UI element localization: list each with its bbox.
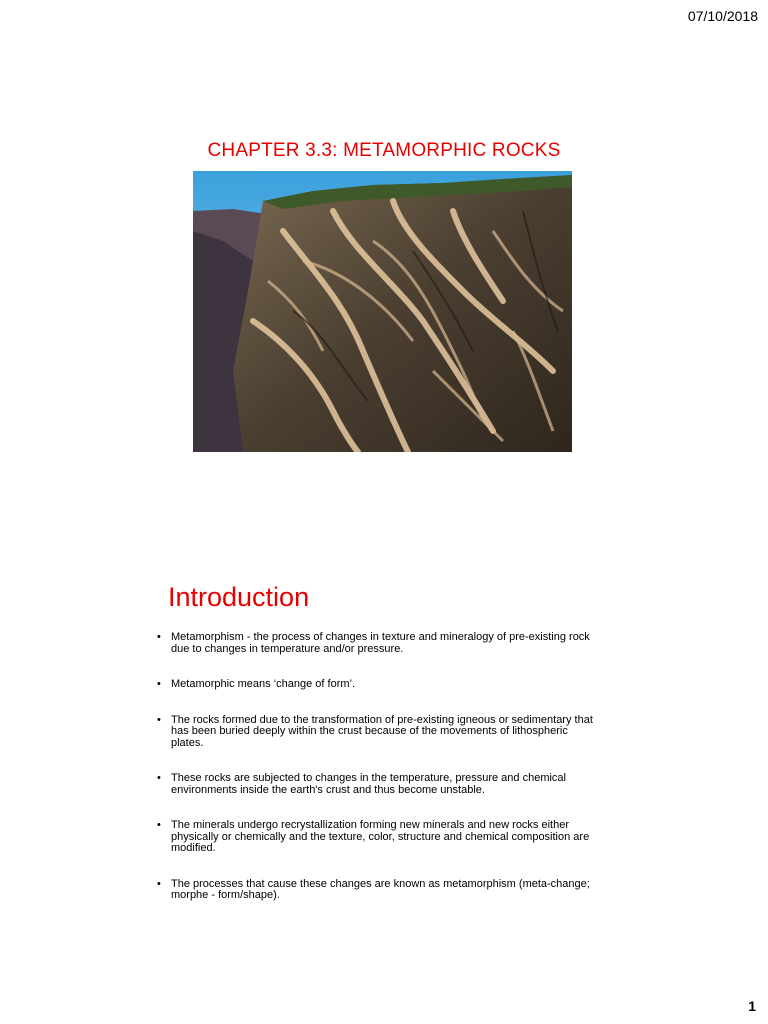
list-item: • The processes that cause these changes are known as metamorphism (meta-change; morphe - form/shape). [157, 877, 590, 901]
list-item: • The minerals undergo recrystallization forming new minerals and new rocks either physically or chemically and the texture, color, structure and chemical composition are modified. [157, 819, 590, 854]
bullet-icon: • [157, 877, 161, 890]
date-stamp: 07/10/2018 [687, 8, 758, 24]
list-item: • These rocks are subjected to changes in the temperature, pressure and chemical environments inside the earth's crust and thus become unstable. [157, 772, 566, 796]
bullet-icon: • [157, 631, 161, 643]
cliff-photo [193, 171, 572, 452]
bullet-list [157, 632, 597, 902]
bullet-icon: • [157, 678, 161, 690]
list-item: • Metamorphism - the process of changes in texture and mineralogy of pre-existing rock due to changes in temperature and/or pressure. [157, 631, 590, 655]
bullet-icon: • [157, 713, 161, 726]
slide-title: CHAPTER 3.3: METAMORPHIC ROCKS [207, 140, 561, 161]
list-item: • Metamorphic means ‘change of form’. [157, 678, 356, 690]
bullet-icon: • [157, 772, 161, 784]
section-heading: Introduction [168, 582, 310, 612]
list-item: • The rocks formed due to the transformation of pre-existing igneous or sedimentary that has been buried deeply within the crust because of the movements of lithospheric plates. [157, 713, 593, 749]
page-number: 1 [748, 998, 756, 1014]
bullet-icon: • [157, 819, 161, 831]
